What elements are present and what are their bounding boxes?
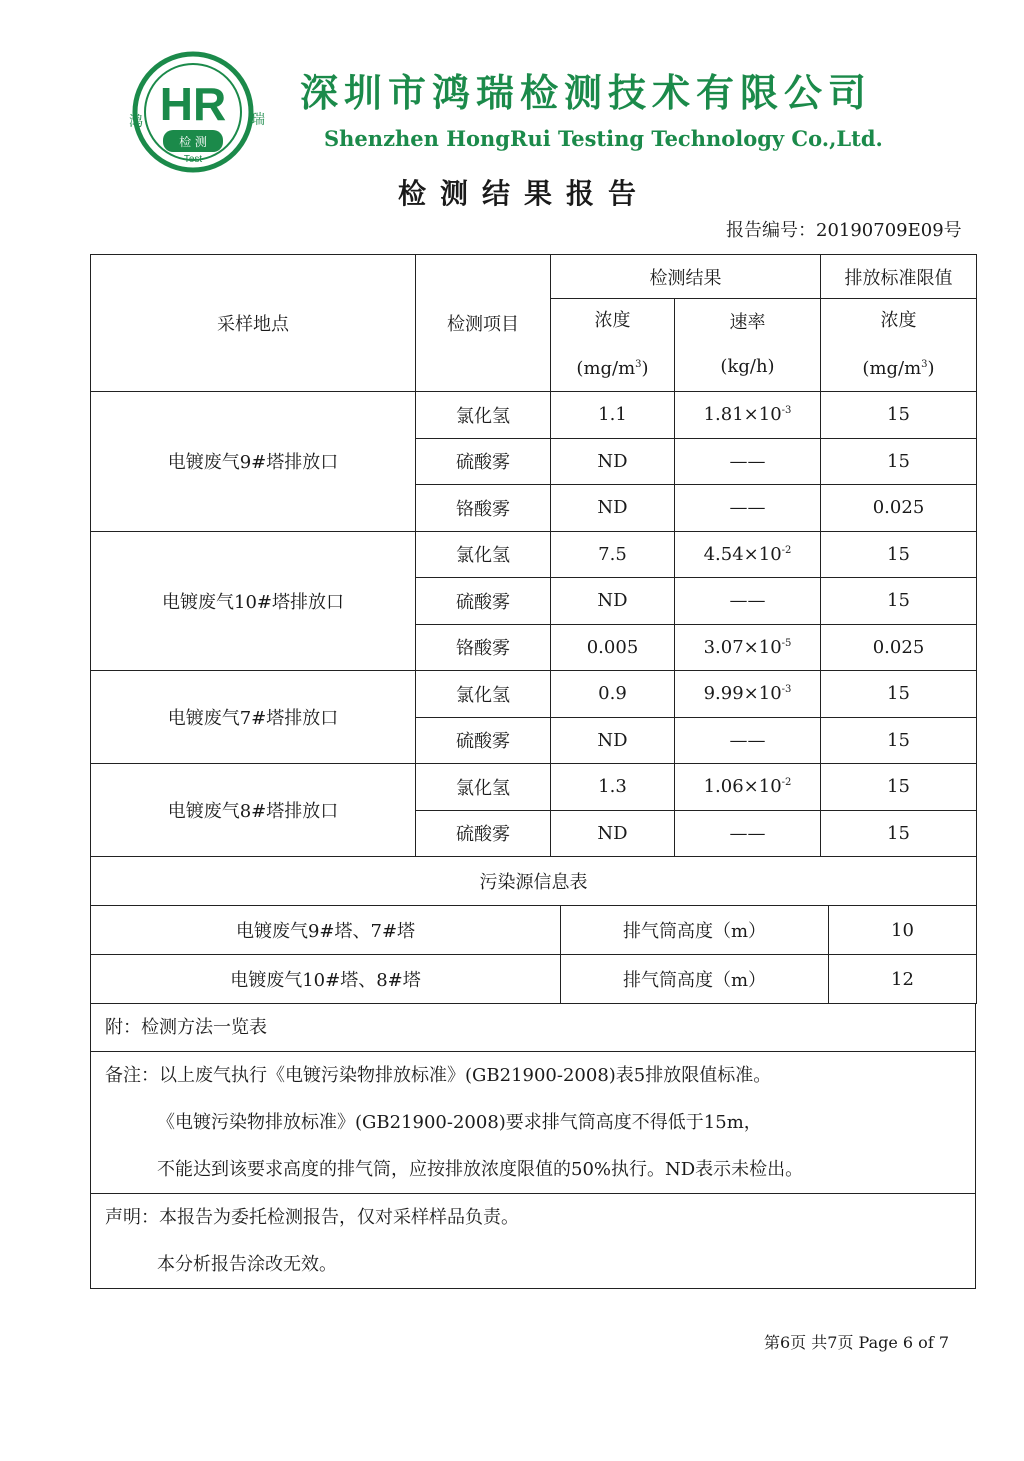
source-site: 电镀废气9#塔、7#塔 (91, 906, 561, 955)
table-row (91, 906, 977, 955)
site-cell: 电镀废气8#塔排放口 (91, 764, 416, 857)
rate-cell: —— (675, 810, 821, 857)
limit-cell: 15 (821, 438, 977, 485)
notes-section (90, 1004, 976, 1289)
rate-cell: —— (675, 578, 821, 625)
item-cell: 氯化氢 (416, 764, 551, 811)
logo-right-char: 瑞 (251, 112, 265, 128)
conc-cell: ND (551, 717, 675, 764)
item-cell: 硫酸雾 (416, 438, 551, 485)
site-cell: 电镀废气7#塔排放口 (91, 671, 416, 764)
header-limit-conc-unit: $(mg/m^3)$ (862, 358, 935, 379)
table-row (91, 671, 977, 718)
header-limit-conc-label: 浓度 (880, 310, 917, 331)
rate-cell: $1.81\times 10^{-3}$ (675, 392, 821, 439)
conc-cell: ND (551, 578, 675, 625)
remark-line-2: 《电镀污染物排放标准》(GB21900-2008)要求排气筒高度不得低于15m， (157, 1112, 762, 1133)
item-cell: 氯化氢 (416, 392, 551, 439)
limit-cell: 15 (821, 392, 977, 439)
item-cell: 氯化氢 (416, 531, 551, 578)
item-cell: 氯化氢 (416, 671, 551, 718)
conc-cell: ND (551, 485, 675, 532)
table-row (91, 392, 977, 439)
logo-sub-en: Test (183, 154, 203, 165)
rate-cell: —— (675, 438, 821, 485)
report-number-value: 20190709E09号 (816, 220, 962, 241)
header-rate-label: 速率 (729, 312, 766, 333)
conc-cell: 1.1 (551, 392, 675, 439)
header-conc-label: 浓度 (594, 310, 631, 331)
rate-cell: $4.54\times 10^{-2}$ (675, 531, 821, 578)
conc-cell: 0.9 (551, 671, 675, 718)
rate-cell: $1.06\times 10^{-2}$ (675, 764, 821, 811)
source-site: 电镀废气10#塔、8#塔 (91, 955, 561, 1004)
remark-line-3: 不能达到该要求高度的排气筒，应按排放浓度限值的50%执行。ND表示未检出。 (157, 1159, 804, 1180)
limit-cell: 0.025 (821, 485, 977, 532)
source-value: 10 (829, 906, 977, 955)
statement-block (91, 1193, 975, 1288)
company-logo (118, 50, 268, 178)
item-cell: 铬酸雾 (416, 485, 551, 532)
conc-cell: 1.3 (551, 764, 675, 811)
item-cell: 硫酸雾 (416, 717, 551, 764)
header-conc-unit: $(mg/m^3)$ (576, 358, 649, 379)
conc-cell: 0.005 (551, 624, 675, 671)
logo-text: HR (159, 78, 227, 130)
source-label: 排气筒高度（m） (561, 955, 829, 1004)
header-item: 检测项目 (416, 255, 551, 392)
rate-cell: $3.07\times 10^{-5}$ (675, 624, 821, 671)
table-row (91, 531, 977, 578)
source-table-title: 污染源信息表 (91, 857, 977, 906)
conc-cell: ND (551, 810, 675, 857)
limit-cell: 15 (821, 578, 977, 625)
site-cell: 电镀废气10#塔排放口 (91, 531, 416, 671)
source-value: 12 (829, 955, 977, 1004)
limit-cell: 15 (821, 531, 977, 578)
logo-sub-cn: 检 测 (179, 135, 207, 149)
header-rate-unit: (kg/h) (720, 356, 775, 377)
limit-cell: 15 (821, 764, 977, 811)
item-cell: 硫酸雾 (416, 578, 551, 625)
company-name-en: Shenzhen HongRui Testing Technology Co.,Ltd. (324, 126, 883, 151)
report-title: 检测结果报告 (398, 177, 651, 210)
header-limit: 排放标准限值 (821, 255, 977, 299)
header-rate (675, 299, 821, 392)
results-table-wrap (90, 254, 976, 1289)
rate-cell: —— (675, 485, 821, 532)
report-number (726, 216, 962, 242)
limit-cell: 15 (821, 671, 977, 718)
remark-line-1: 备注：以上废气执行《电镀污染物排放标准》(GB21900-2008)表5排放限值标准。 (105, 1065, 772, 1086)
source-table (90, 857, 977, 1004)
limit-cell: 15 (821, 717, 977, 764)
table-row (91, 955, 977, 1004)
source-label: 排气筒高度（m） (561, 906, 829, 955)
company-name-cn: 深圳市鸿瑞检测技术有限公司 (300, 70, 873, 115)
header-site: 采样地点 (91, 255, 416, 392)
header-result: 检测结果 (551, 255, 821, 299)
site-cell: 电镀废气9#塔排放口 (91, 392, 416, 532)
statement-line-1: 声明：本报告为委托检测报告，仅对采样样品负责。 (105, 1207, 519, 1228)
remark-block (91, 1051, 975, 1193)
limit-cell: 15 (821, 810, 977, 857)
appendix-block (91, 1004, 975, 1051)
limit-cell: 0.025 (821, 624, 977, 671)
appendix-text: 附：检测方法一览表 (105, 1017, 267, 1038)
report-number-label: 报告编号： (726, 220, 816, 241)
rate-cell: —— (675, 717, 821, 764)
results-table (90, 254, 977, 857)
conc-cell: 7.5 (551, 531, 675, 578)
header-conc (551, 299, 675, 392)
header-limit-conc (821, 299, 977, 392)
logo-left-char: 鸿 (129, 114, 143, 130)
rate-cell: $9.99\times 10^{-3}$ (675, 671, 821, 718)
page-number: 第6页 共7页 Page 6 of 7 (764, 1333, 950, 1352)
conc-cell: ND (551, 438, 675, 485)
statement-line-2: 本分析报告涂改无效。 (157, 1254, 337, 1275)
item-cell: 硫酸雾 (416, 810, 551, 857)
item-cell: 铬酸雾 (416, 624, 551, 671)
table-row (91, 764, 977, 811)
